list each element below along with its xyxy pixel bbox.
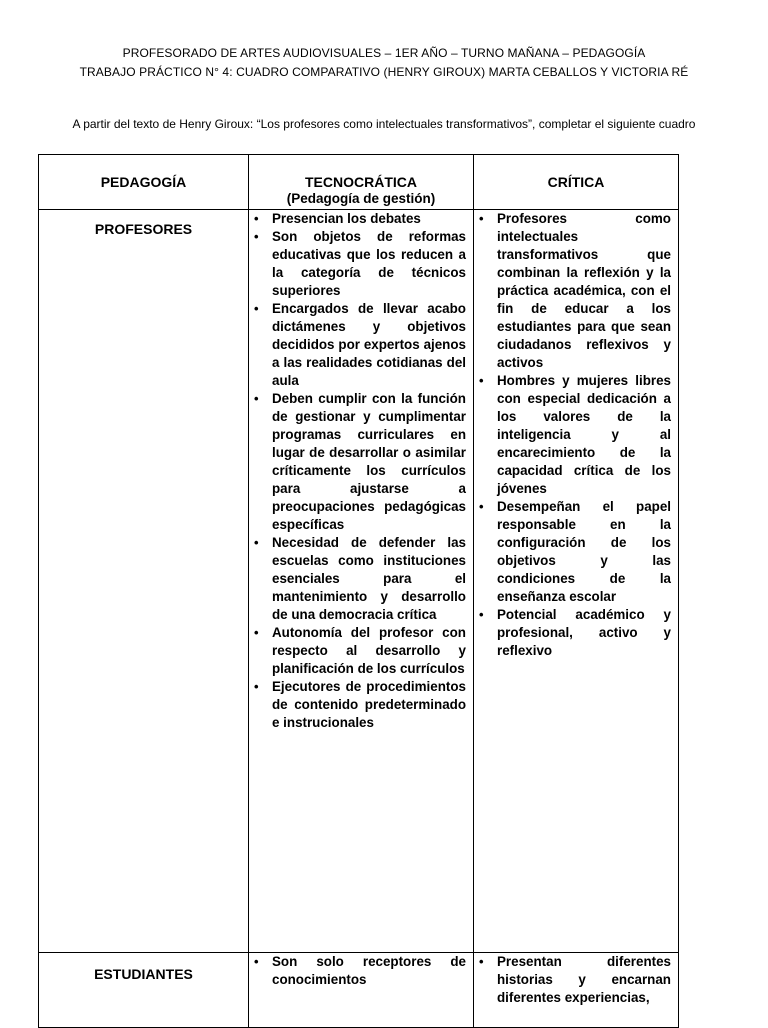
row-label-cell bbox=[39, 210, 249, 953]
intro-text: A partir del texto de Henry Giroux: “Los profesores como intelectuales transformativos”, completar el siguiente cuadro bbox=[72, 117, 696, 131]
header-pedagogia-label: PEDAGOGÍA bbox=[100, 174, 187, 190]
row-label-estudiantes: ESTUDIANTES bbox=[94, 966, 193, 982]
row-label-profesores: PROFESORES bbox=[94, 221, 193, 237]
header-pedagogia bbox=[39, 155, 249, 210]
header-critica bbox=[474, 155, 679, 210]
header-tecnocratica-label: TECNOCRÁTICA bbox=[305, 174, 417, 190]
header-line-1: PROFESORADO DE ARTES AUDIOVISUALES – 1ER AÑO – TURNO MAÑANA – PEDAGOGÍA bbox=[122, 46, 646, 60]
document-header bbox=[0, 44, 768, 82]
list-item: • Deben cumplir con la función de gestionar y cumplimentar programas curriculares en lugar de desarrollar o asimilar críticamente los currículos para ajustarse a preocupaciones pedagógicas específicas bbox=[272, 390, 466, 534]
list-estudiantes-tecnocratica bbox=[249, 953, 473, 995]
header-critica-label: CRÍTICA bbox=[547, 174, 605, 190]
list-item: • Ejecutores de procedimientos de contenido predeterminado e instrucionales bbox=[272, 678, 466, 732]
table-row-profesores bbox=[39, 210, 679, 953]
list-profesores-tecnocratica bbox=[249, 210, 473, 738]
table-row-estudiantes bbox=[39, 953, 679, 1028]
list-profesores-critica bbox=[474, 210, 678, 666]
list-item: • Desempeñan el papel responsable en la configuración de los objetivos y las condiciones de la enseñanza escolar bbox=[497, 498, 671, 606]
comparison-table bbox=[38, 154, 679, 1028]
list-item: • Necesidad de defender las escuelas como instituciones esenciales para el mantenimiento y desarrollo de una democracia crítica bbox=[272, 534, 466, 624]
table-header-row bbox=[39, 155, 679, 210]
list-item: • Autonomía del profesor con respecto al desarrollo y planificación de los currículos bbox=[272, 624, 466, 678]
list-item: • Son objetos de reformas educativas que los reducen a la categoría de técnicos superiores bbox=[272, 228, 466, 300]
list-estudiantes-critica bbox=[474, 953, 678, 1013]
list-item: • Potencial académico y profesional, activo y reflexivo bbox=[497, 606, 671, 660]
list-item: • Profesores como intelectuales transformativos que combinan la reflexión y la práctica académica, con el fin de educar a los estudiantes para que sean ciudadanos reflexivos y activos bbox=[497, 210, 671, 372]
list-item: • Hombres y mujeres libres con especial dedicación a los valores de la inteligencia y al encarecimiento de la capacidad crítica de los jóvenes bbox=[497, 372, 671, 498]
list-item: • Encargados de llevar acabo dictámenes y objetivos decididos por expertos ajenos a las realidades cotidianas del aula bbox=[272, 300, 466, 390]
cell-profesores-critica bbox=[474, 210, 679, 953]
cell-profesores-tecnocratica bbox=[249, 210, 474, 953]
header-tecnocratica bbox=[249, 155, 474, 210]
cell-estudiantes-tecnocratica bbox=[249, 953, 474, 1028]
cell-estudiantes-critica bbox=[474, 953, 679, 1028]
header-tecnocratica-subtitle: (Pedagogía de gestión) bbox=[286, 191, 436, 206]
list-item: • Presentan diferentes historias y encarnan diferentes experiencias, bbox=[497, 953, 671, 1007]
list-item: • Son solo receptores de conocimientos bbox=[272, 953, 466, 989]
list-item: • Presencian los debates bbox=[272, 210, 466, 228]
header-line-2: TRABAJO PRÁCTICO N° 4: CUADRO COMPARATIVO (HENRY GIROUX) MARTA CEBALLOS Y VICTORIA RÉ bbox=[79, 65, 689, 79]
row-label-cell bbox=[39, 953, 249, 1028]
